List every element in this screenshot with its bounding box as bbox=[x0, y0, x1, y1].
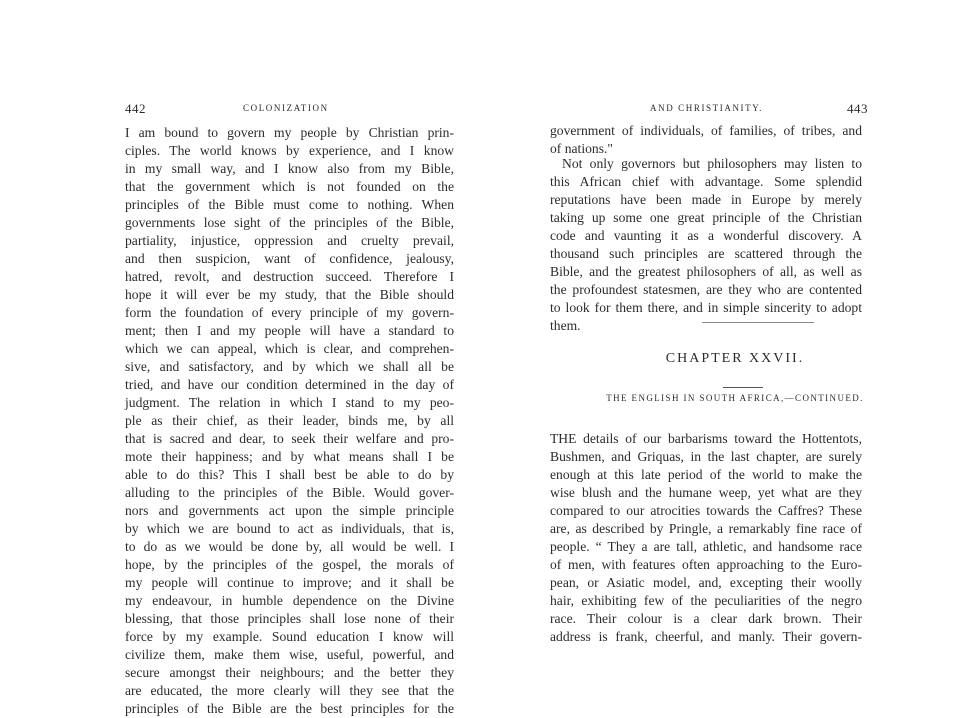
text-line: hope, by the principles of the gospel, the morals of bbox=[125, 557, 454, 572]
text-line: ple as their chief, as their leader, binds me, by all bbox=[125, 413, 454, 428]
text-line: wise blush and the humane weep, yet what are they bbox=[550, 485, 862, 500]
right-paragraph-text bbox=[550, 155, 862, 335]
chapter-body-text bbox=[550, 430, 862, 646]
text-line: reputations have been made in Europe by merely bbox=[550, 192, 862, 207]
text-line: hair, exhibiting few of the peculiarities of the negro bbox=[550, 593, 862, 608]
text-line: hope it will ever be my study, that the Bible should bbox=[125, 287, 454, 302]
text-line: compared to our atrocities towards the Caffres? These bbox=[550, 503, 862, 518]
text-line: address is frank, cheerful, and manly. Their govern- bbox=[550, 629, 862, 644]
chapter-title: CHAPTER XXVII. bbox=[665, 351, 805, 366]
text-line: Not only governors but philosophers may listen to bbox=[562, 156, 862, 171]
text-line: civilize them, make them wise, useful, powerful, and bbox=[125, 647, 454, 662]
text-line: governments lose sight of the principles of the Bible, bbox=[125, 215, 454, 230]
text-line: mote their happiness; and by what means shall I be bbox=[125, 449, 454, 464]
text-line: I am bound to govern my people by Christian prin- bbox=[125, 125, 454, 140]
text-line: judgment. The relation in which I stand to my peo- bbox=[125, 395, 454, 410]
text-line: thousand such principles are scattered through the bbox=[550, 246, 862, 261]
text-line: my endeavour, in humble dependence on the Divine bbox=[125, 593, 454, 608]
text-line: are educated, the more clearly will they see that the bbox=[125, 683, 454, 698]
right-continuation-text bbox=[550, 122, 862, 158]
text-line: tried, and have our condition determined in the day of bbox=[125, 377, 454, 392]
text-line: pean, or Asiatic model, and, excepting their woolly bbox=[550, 575, 862, 590]
text-line: THE details of our barbarisms toward the Hottentots, bbox=[550, 431, 862, 446]
text-line: the profoundest statesmen, are they who are contented bbox=[550, 282, 862, 297]
text-line: taking up some one great principle of the Christian bbox=[550, 210, 862, 225]
text-line: form the foundation of every principle of my govern- bbox=[125, 305, 454, 320]
text-line: to look for them there, and in simple sincerity to adopt bbox=[550, 300, 862, 315]
left-page bbox=[0, 0, 490, 716]
right-page bbox=[490, 0, 980, 687]
text-line: are, as described by Pringle, a remarkably fine race of bbox=[550, 521, 862, 536]
text-line: able to do this? This I shall best be able to do by bbox=[125, 467, 454, 482]
left-body-text bbox=[125, 124, 454, 718]
text-line: of men, with features often approaching to the Euro- bbox=[550, 557, 862, 572]
text-line: hatred, revolt, and destruction succeed. Therefore I bbox=[125, 269, 454, 284]
text-line: enough at this late period of the world to make the bbox=[550, 467, 862, 482]
text-line: people. “ They a are tall, athletic, and handsome race bbox=[550, 539, 862, 554]
text-line: my people will continue to improve; and it shall be bbox=[125, 575, 454, 590]
right-running-head: AND CHRISTIANITY. bbox=[650, 103, 764, 113]
text-line: partiality, injustice, oppression and cruelty prevail, bbox=[125, 233, 454, 248]
text-line: which we can appeal, which is clear, and comprehen- bbox=[125, 341, 454, 356]
text-line: blessing, that those principles shall lose none of their bbox=[125, 611, 454, 626]
text-line: of nations." bbox=[550, 141, 613, 156]
text-line: them. bbox=[550, 318, 581, 333]
chapter-subtitle: THE ENGLISH IN SOUTH AFRICA,—CONTINUED. bbox=[606, 393, 864, 403]
left-page-number: 442 bbox=[125, 101, 146, 116]
text-line: and then suspicion, want of confidence, jealousy, bbox=[125, 251, 454, 266]
text-line: Bushmen, and Griquas, in the last chapter, are surely bbox=[550, 449, 862, 464]
text-line: secure amongst their neighbours; and the better they bbox=[125, 665, 454, 680]
text-line: principles of the Bible are the best principles for the bbox=[125, 701, 454, 716]
text-line: principles of the Bible must come to nothing. When bbox=[125, 197, 454, 212]
chapter-title-rule bbox=[723, 387, 763, 388]
text-line: by which we are bound to act as individuals, that is, bbox=[125, 521, 454, 536]
text-line: this African chief with advantage. Some splendid bbox=[550, 174, 862, 189]
text-line: Bible, and the greatest philosophers of all, as well as bbox=[550, 264, 862, 279]
text-line: alluding to the principles of the Bible. Would gover- bbox=[125, 485, 454, 500]
right-page-number: 443 bbox=[847, 101, 868, 116]
text-line: to do as we would be done by, all would be well. I bbox=[125, 539, 454, 554]
text-line: code and vaunting it as a wonderful discovery. A bbox=[550, 228, 862, 243]
text-line: race. Their colour is a clear dark brown. Their bbox=[550, 611, 862, 626]
text-line: government of individuals, of families, of tribes, and bbox=[550, 123, 862, 138]
text-line: in my small way, and I know also from my Bible, bbox=[125, 161, 454, 176]
text-line: that the government which is not founded on the bbox=[125, 179, 454, 194]
left-running-head: COLONIZATION bbox=[243, 103, 329, 113]
text-line: sive, and satisfactory, and by which we shall all be bbox=[125, 359, 454, 374]
text-line: that is sacred and dear, to seek their welfare and pro- bbox=[125, 431, 454, 446]
section-divider bbox=[702, 322, 814, 323]
text-line: force by my example. Sound education I know will bbox=[125, 629, 454, 644]
text-line: ciples. The world knows by experience, and I know bbox=[125, 143, 454, 158]
text-line: ment; then I and my people will have a standard to bbox=[125, 323, 454, 338]
text-line: nors and governments act upon the simple principle bbox=[125, 503, 454, 518]
